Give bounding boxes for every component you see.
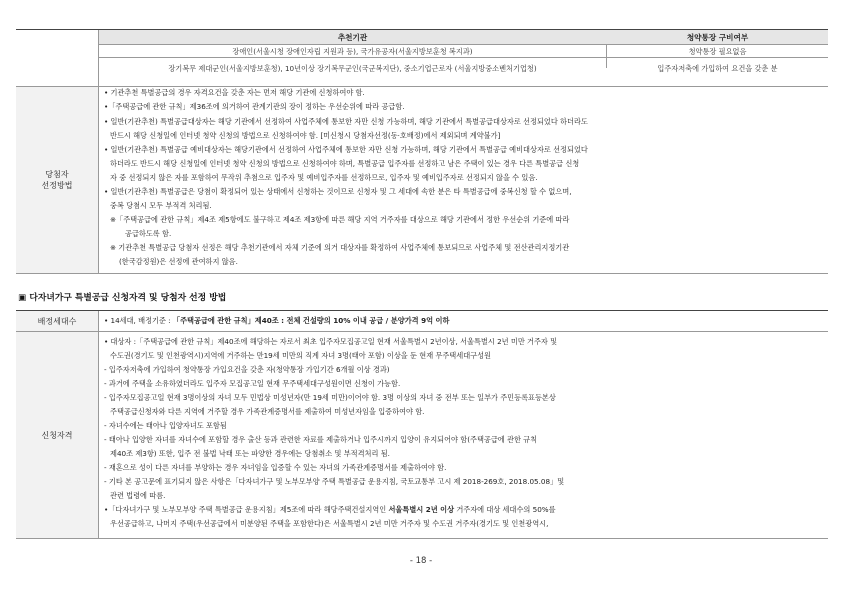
winner-selection-content (99, 87, 828, 273)
table-bottom-border (16, 538, 828, 539)
section-heading: ▣ 다자녀가구 특별공급 신청자격 및 당첨자 선정 방법 (18, 293, 227, 303)
text-segment: •「다자녀가구 및 노부모부양 주택 특별공급 운용지침」제5조에 따라 해당주택건설지역인 (104, 505, 389, 514)
note-line: (한국감정원)은 선정에 관여하지 않음. (119, 257, 238, 266)
text-line: - 과거에 주택을 소유하였더라도 입주자 모집공고일 현재 무주택세대구성원이면 신청이 가능함. (104, 379, 401, 388)
text-line: - 자녀수에는 태아나 입양자녀도 포함됨 (104, 421, 227, 430)
text-line: • 대상자 :「주택공급에 관한 규칙」제40조에 해당하는 자로서 최초 입주자모집공고일 현재 서울특별시 2년이상, 서울특별시 2년 미만 거주자 및 (104, 337, 558, 346)
header-agency: 추천기관 (337, 33, 368, 42)
text-line: - 기타 본 공고문에 표기되지 않은 사항은「다자녀가구 및 노부모부양 주택 특별공급 운용지침, 국토교통부 고시 제 2018-269호, 2018.05.08」및 (104, 477, 565, 486)
text-line: • 일반(기관추천) 특별공급은 당첨이 확정되어 있는 상태에서 신청하는 것이므로 신청자 및 그 세대에 속한 분은 타 특별공급에 중복신청 할 수 없으며, (104, 187, 572, 196)
note-line: ※「주택공급에 관한 규칙」제4조 제5항에도 불구하고 제4조 제3항에 따른 해당 지역 거주자를 대상으로 해당 기관에서 정한 우선순위 기준에 따라 (110, 215, 570, 224)
allocation-content (99, 311, 828, 331)
table-cell: 청약통장 필요없음 (688, 47, 747, 56)
text-line: 중복 당첨시 모두 부적격 처리됨. (110, 201, 212, 210)
table-cell: 장기복무 제대군인(서울지방보훈청), 10년이상 장기복무군인(국군복지단), 중소기업근로자 (서울지방중소벤처기업청) (168, 64, 537, 73)
text-line: 관련 법령에 따름. (110, 491, 166, 500)
allocation-label: 배정세대수 (16, 311, 99, 331)
table-bottom-border (16, 273, 828, 274)
text-line: • 일반(기관추천) 특별공급 예비대상자는 해당기관에서 선정하여 사업주체에 통보한 자만 신청 가능하며, 해당 기관에서 특별공급 예비대상자로 선정되었다 (104, 145, 588, 154)
row-divider (99, 57, 828, 58)
winner-selection-row (16, 87, 828, 273)
winner-selection-label (16, 87, 99, 273)
text-line: 제40조 제3항) 또한, 입주 전 불법 낙태 또는 파양한 경우에는 당첨취소 및 부적격처리 됨. (110, 449, 390, 458)
text-line: 주택공급신청자와 다른 지역에 거주할 경우 가족관계증명서를 제출하여 미성년자임을 입증하여야 함. (110, 407, 425, 416)
text-segment: 거주자에 대상 세대수의 50%를 (454, 505, 556, 514)
text-line: - 입주자모집공고일 현재 3명이상의 자녀 모두 민법상 미성년자(만 19세 미만)이어야 함. 3명 이상의 자녀 중 전부 또는 일부가 주민등록표등본상 (104, 393, 556, 402)
text-line: - 재혼으로 성이 다른 자녀를 부양하는 경우 자녀임을 입증할 수 있는 자녀의 가족관계증명서를 제출하여야 함. (104, 463, 447, 472)
table-cell: 입주자저축에 가입하여 요건을 갖춘 분 (657, 64, 778, 73)
text-line (104, 505, 556, 515)
header-account: 청약통장 구비여부 (686, 33, 749, 42)
allocation-prefix: • 14세대, 배정기준 : (104, 316, 173, 325)
eligibility-label: 신청자격 (16, 332, 99, 538)
text-line: •「주택공급에 관한 규칙」제36조에 의거하여 관계기관의 장이 정하는 우선순위에 따라 공급함. (104, 102, 405, 111)
note-line: 공급하도록 함. (125, 229, 172, 238)
text-line: 수도권(경기도 및 인천광역시)지역에 거주하는 만19세 미만의 직계 자녀 3명(태아 포함) 이상을 둔 현재 무주택세대구성원 (110, 351, 491, 360)
eligibility-row (16, 332, 828, 538)
page-number: - 18 - (409, 556, 433, 566)
text-segment-bold: 서울특별시 2년 이상 (388, 505, 455, 514)
allocation-standard: 「주택공급에 관한 규칙」제40조 : 전체 건설량의 10% 이내 공급 / 분양가격 9억 이하 (172, 316, 450, 325)
text-line: 우선공급하고, 나머지 주택(우선공급에서 미분양된 주택을 포함한다)은 서울특별시 2년 미만 거주자 및 수도권 거주자(경기도 및 인천광역시, (110, 519, 549, 528)
allocation-row (16, 311, 828, 331)
allocation-text (104, 316, 449, 326)
text-line: 반드시 해당 신청일에 인터넷 청약 신청의 방법으로 신청하여야 함. [미신청시 당첨자선정(동·호배정)에서 제외되며 계약불가] (110, 131, 501, 140)
label-line: 선정방법 (41, 181, 73, 190)
header-divider (99, 44, 828, 45)
text-line: • 기관추천 특별공급의 경우 자격요건을 갖춘 자는 먼저 해당 기관에 신청하여야 함. (104, 88, 365, 97)
text-line: - 태아나 입양한 자녀를 자녀수에 포함할 경우 출산 등과 관련한 자료를 제출하거나 입주시까지 입양이 유지되어야 함(주택공급에 관한 규칙 (104, 435, 538, 444)
table-cell: 장애인(서울시청 장애인자립 지원과 등), 국가유공자(서울지방보훈청 복지과) (232, 47, 473, 56)
label-line: 당첨자 (45, 170, 69, 179)
text-line: - 입주자저축에 가입하여 청약통장 가입요건을 갖춘 자(청약통장 가입기간 6개월 이상 경과) (104, 365, 390, 374)
eligibility-content (99, 332, 828, 538)
text-line: 자 중 선정되지 않은 자를 포함하여 무작위 추첨으로 입주자 및 예비입주자를 선정하므로, 입주자 및 예비입주자로 선정되지 않을 수 있음. (110, 173, 538, 182)
text-line: • 일반(기관추천) 특별공급대상자는 해당 기관에서 선정하여 사업주체에 통보한 자만 신청 가능하며, 해당 기관에서 특별공급대상자로 선정되었다 하더라도 (104, 117, 588, 126)
text-line: 하더라도 반드시 해당 신청일에 인터넷 청약 신청의 방법으로 신청하여야 하며, 특별공급 입주자를 선정하고 남은 주택이 있는 경우 다른 특별공급 신청 (110, 159, 580, 168)
note-line: ※ 기관추천 특별공급 당첨자 선정은 해당 추천기관에서 자체 기준에 의거 대상자를 확정하여 사업주체에 통보되므로 사업주체 및 전산관리지정기관 (110, 243, 570, 252)
